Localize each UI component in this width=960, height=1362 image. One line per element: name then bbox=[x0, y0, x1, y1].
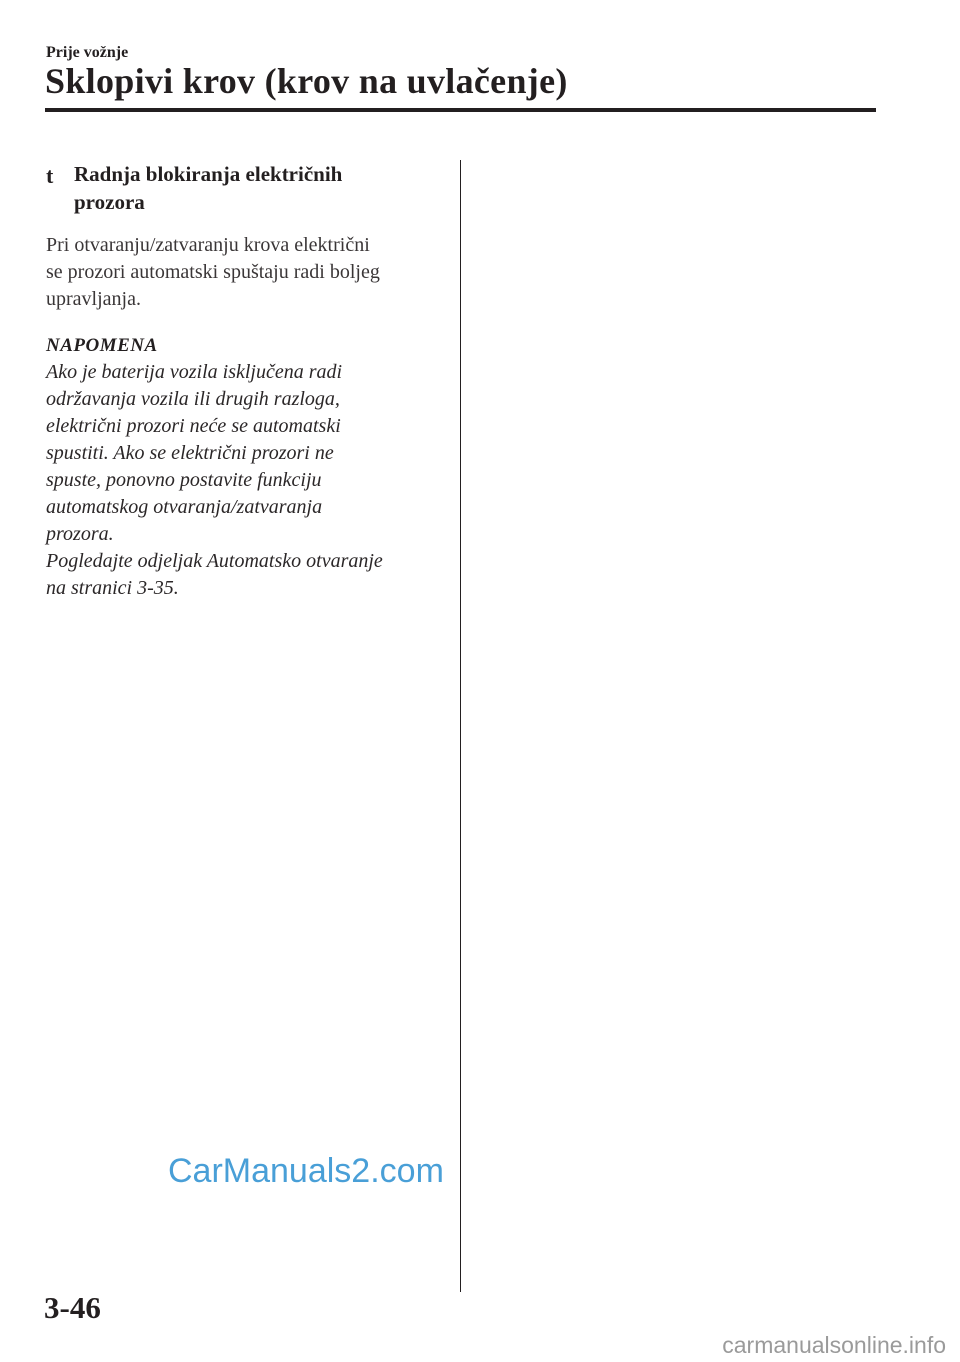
page-number: 3-46 bbox=[44, 1290, 101, 1325]
note-line: automatskog otvaranja/zatvaranja bbox=[46, 496, 323, 518]
sub-heading bbox=[74, 160, 446, 216]
column-divider bbox=[460, 160, 461, 1292]
note-line: spustiti. Ako se električni prozori ne bbox=[46, 442, 334, 464]
section-label: Prije vožnje bbox=[46, 44, 129, 61]
note-text bbox=[46, 359, 446, 602]
page-title: Sklopivi krov (krov na uvlačenje) bbox=[45, 61, 568, 101]
paragraph-line: upravljanja. bbox=[46, 288, 141, 310]
sub-heading-line-2: prozora bbox=[74, 190, 145, 214]
note-line: Pogledajte odjeljak Automatsko otvaranje bbox=[46, 550, 383, 572]
note-line: prozora. bbox=[46, 523, 114, 545]
body-paragraph bbox=[46, 232, 446, 313]
note-line: na stranici 3-35. bbox=[46, 577, 179, 599]
paragraph-line: se prozori automatski spuštaju radi boljeg bbox=[46, 261, 380, 283]
note-line: spuste, ponovno postavite funkciju bbox=[46, 469, 322, 491]
bullet-icon: t bbox=[46, 163, 54, 188]
left-column bbox=[46, 160, 446, 602]
note-line: električni prozori neće se automatski bbox=[46, 415, 341, 437]
note-label: NAPOMENA bbox=[46, 335, 158, 356]
watermark-logo: CarManuals2.com bbox=[168, 1152, 444, 1190]
note-line: Ako je baterija vozila isključena radi bbox=[46, 361, 343, 383]
sub-heading-line-1: Radnja blokiranja električnih bbox=[74, 162, 343, 186]
paragraph-line: Pri otvaranju/zatvaranju krova električni bbox=[46, 234, 370, 256]
heading-row bbox=[46, 160, 446, 216]
title-rule bbox=[45, 108, 876, 112]
note-line: održavanja vozila ili drugih razloga, bbox=[46, 388, 340, 410]
footer-site-watermark: carmanualsonline.info bbox=[722, 1332, 946, 1358]
